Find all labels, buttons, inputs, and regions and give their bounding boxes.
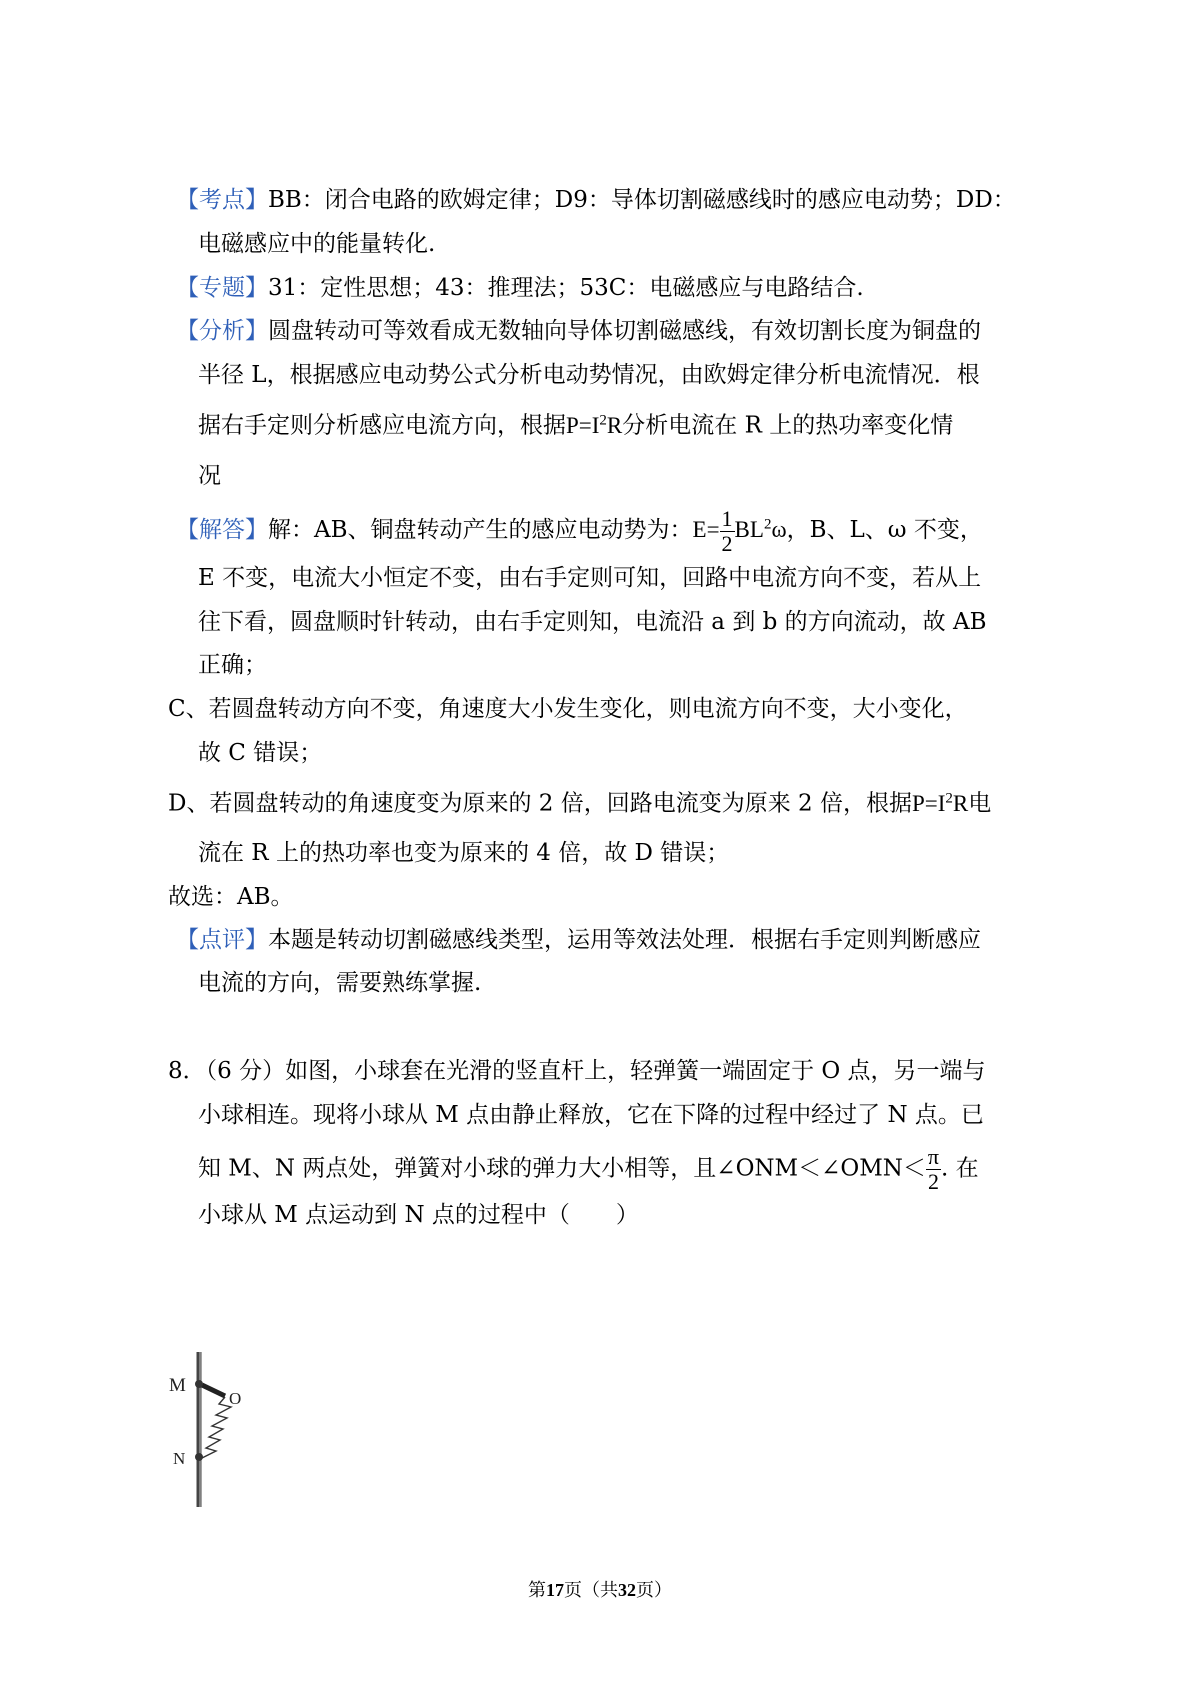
jieda-line-1	[176, 508, 983, 555]
jieda-text-1b: ，B、L、ω 不变，	[786, 516, 983, 543]
jieda-d-line-1	[168, 783, 991, 819]
jieda-c-line-2: 故 C 错误；	[198, 740, 323, 766]
footer-pre: 第	[528, 1580, 546, 1601]
jieda-d-text-1b: 电	[968, 790, 992, 817]
point-m-marker	[195, 1380, 203, 1388]
spring-rod-figure	[169, 1352, 258, 1512]
dianping-tag: 【点评】	[176, 927, 268, 953]
dianping-text-1: 本题是转动切割磁感线类型，运用等效法处理．根据右手定则判断感应	[268, 927, 981, 953]
jieda-line-2: E 不变，电流大小恒定不变，由右手定则可知，回路中电流方向不变，若从上	[198, 565, 982, 591]
jieda-line-3: 往下看，圆盘顺时针转动，由右手定则知，电流沿 a 到 b 的方向流动，故 AB	[198, 609, 987, 635]
jieda-tag: 【解答】	[176, 516, 268, 543]
fenxi-tag: 【分析】	[176, 318, 268, 344]
label-m: M	[169, 1375, 186, 1396]
zhuanti-tag: 【专题】	[176, 275, 268, 301]
kaodian-tag: 【考点】	[176, 187, 268, 213]
answer-line: 故选：AB。	[168, 884, 294, 910]
q8-line-1: 8．（6 分）如图，小球套在光滑的竖直杆上，轻弹簧一端固定于 O 点，另一端与	[168, 1058, 986, 1084]
q8-line-3	[198, 1146, 979, 1193]
pi-over-two-fraction	[926, 1146, 941, 1193]
emf-formula-omega: ω	[771, 516, 787, 542]
emf-fraction	[720, 508, 735, 555]
fenxi-line-1	[176, 316, 981, 346]
kaodian-line-2: 电磁感应中的能量转化.	[198, 231, 436, 257]
power-formula	[566, 413, 622, 438]
emf-formula-bl: BL	[734, 516, 764, 542]
power-formula-r: R	[606, 412, 623, 438]
spring-coil	[202, 1397, 231, 1458]
pi-fraction-numerator: π	[927, 1144, 940, 1169]
jieda-text-1a: 解：AB、铜盘转动产生的感应电动势为：	[268, 516, 693, 543]
zhuanti-line	[176, 273, 864, 303]
kaodian-text-1: BB：闭合电路的欧姆定律；D9：导体切割磁感线时的感应电动势；DD：	[268, 187, 1016, 213]
jieda-d-line-2: 流在 R 上的热功率也变为原来的 4 倍，故 D 错误；	[198, 840, 730, 866]
point-n-marker	[195, 1453, 203, 1461]
dianping-line-2: 电流的方向，需要熟练掌握.	[198, 970, 482, 996]
page-footer	[0, 1578, 1200, 1603]
pi-fraction-denominator: 2	[927, 1169, 939, 1194]
emf-formula-e: E=	[692, 516, 720, 542]
footer-total-pages: 32	[618, 1580, 636, 1600]
q8-line-4: 小球从 M 点运动到 N 点的过程中（ ）	[198, 1202, 639, 1228]
label-o: O	[229, 1389, 242, 1408]
power-formula-d	[912, 791, 968, 816]
power-formula-p: P=I	[566, 412, 600, 438]
fenxi-line-3	[198, 405, 953, 441]
footer-page-number: 17	[546, 1580, 564, 1600]
footer-post: 页）	[636, 1580, 672, 1601]
emf-formula	[692, 506, 787, 556]
q8-line-2: 小球相连。现将小球从 M 点由静止释放，它在下降的过程中经过了 N 点。已	[198, 1102, 984, 1128]
emf-fraction-denominator: 2	[721, 531, 733, 556]
power-formula-d-p: P=I	[911, 790, 946, 816]
fenxi-line-2: 半径 L，根据感应电动势公式分析电动势情况，由欧姆定律分析电流情况．根	[198, 362, 980, 388]
fenxi-text-1: 圆盘转动可等效看成无数轴向导体切割磁感线，有效切割长度为铜盘的	[268, 318, 981, 344]
emf-formula-sup: 2	[763, 516, 772, 533]
jieda-c-line-1: C、若圆盘转动方向不变，角速度大小发生变化，则电流方向不变，大小变化，	[168, 696, 968, 722]
power-formula-d-r: R	[952, 790, 969, 816]
power-formula-sup: 2	[599, 412, 607, 428]
q8-text-3a: 知 M、N 两点处，弹簧对小球的弹力大小相等，且∠ONM＜∠OMN＜	[198, 1155, 926, 1182]
footer-mid: 页（共	[564, 1580, 618, 1601]
spring-tie-upper	[202, 1385, 225, 1396]
fenxi-line-4: 况	[198, 463, 221, 489]
dianping-line-1	[176, 925, 981, 955]
fenxi-text-3a: 据右手定则分析感应电流方向，根据	[198, 412, 566, 439]
jieda-line-4: 正确；	[198, 652, 267, 678]
q8-text-3b: . 在	[941, 1155, 979, 1182]
fenxi-text-3b: 分析电流在 R 上的热功率变化情	[622, 412, 954, 439]
emf-fraction-numerator: 1	[721, 506, 733, 531]
label-n: N	[173, 1449, 186, 1468]
jieda-d-text-1a: D、若圆盘转动的角速度变为原来的 2 倍，回路电流变为原来 2 倍，根据	[168, 790, 912, 817]
zhuanti-text: 31：定性思想；43：推理法；53C：电磁感应与电路结合.	[268, 275, 864, 301]
power-formula-d-sup: 2	[945, 790, 953, 806]
kaodian-line-1	[176, 185, 1016, 215]
